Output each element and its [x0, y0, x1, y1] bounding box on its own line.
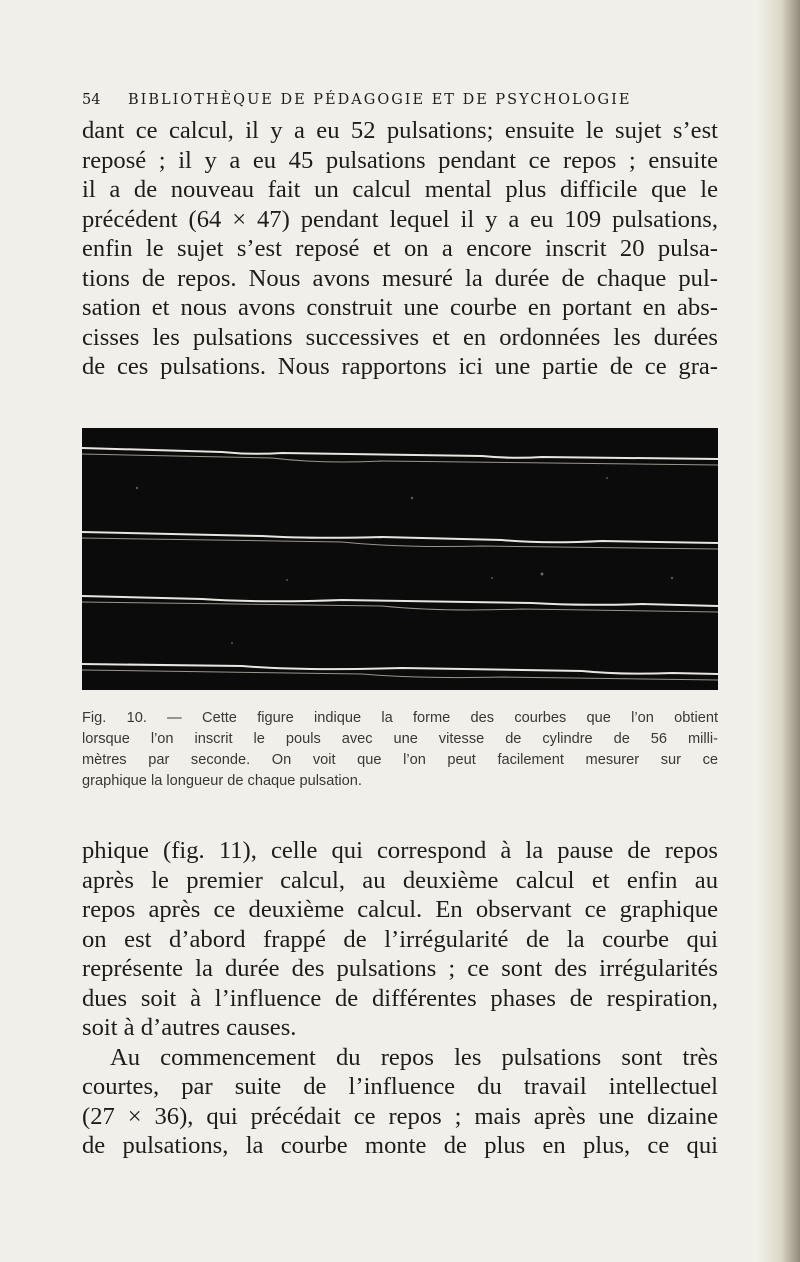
- text-line: on est d’abord frappé de l’irrégularité de la courbe qui: [82, 925, 718, 953]
- text-line: précédent (64 × 47) pendant lequel il y a eu 109 pulsations,: [82, 205, 718, 233]
- pulse-tracing-image: [82, 428, 718, 690]
- text-line: de ces pulsations. Nous rapportons ici une partie de ce gra-: [82, 353, 718, 380]
- page-number: 54: [82, 92, 101, 108]
- text-line: représente la durée des pulsations ; ce sont des irrégularités: [82, 955, 718, 982]
- text-line: tions de repos. Nous avons mesuré la durée de chaque pul-: [82, 264, 718, 292]
- text-line: enfin le sujet s’est reposé et on a encore inscrit 20 pulsa-: [82, 235, 718, 262]
- figure-caption: [82, 708, 718, 792]
- text-line: dant ce calcul, il y a eu 52 pulsations; ensuite le sujet s’est: [82, 117, 718, 144]
- text-line: (27 × 36), qui précédait ce repos ; mais après une dizaine: [82, 1102, 718, 1130]
- running-header: [82, 92, 728, 108]
- paragraph-top: [82, 116, 718, 382]
- running-title: BIBLIOTHÈQUE DE PÉDAGOGIE ET DE PSYCHOLOGIE: [128, 92, 632, 108]
- paragraph-bottom: [82, 836, 718, 1161]
- text-line: cisses les pulsations successives et en ordonnées les durées: [82, 323, 718, 351]
- text-line: Au commencement du repos les pulsations sont très: [110, 1043, 718, 1071]
- text-line: dues soit à l’influence de différentes phases de respiration,: [82, 984, 718, 1012]
- caption-line: lorsque l’on inscrit le pouls avec une vitesse de cylindre de 56 milli-: [82, 731, 718, 747]
- text-line: sation et nous avons construit une courbe en portant en abs-: [82, 294, 718, 321]
- text-line: reposé ; il y a eu 45 pulsations pendant ce repos ; ensuite: [82, 146, 718, 174]
- pulse-tracing-figure: [82, 428, 718, 690]
- caption-line: Fig. 10. — Cette figure indique la forme des courbes que l’on obtient: [82, 710, 718, 726]
- text-line: soit à d’autres causes.: [82, 1014, 297, 1041]
- caption-line: graphique la longueur de chaque pulsation.: [82, 773, 362, 789]
- page-edge-shadow: [758, 0, 800, 1262]
- text-line: de pulsations, la courbe monte de plus en plus, ce qui: [82, 1132, 718, 1159]
- text-line: phique (fig. 11), celle qui correspond à la pause de repos: [82, 837, 718, 864]
- text-line: courtes, par suite de l’influence du travail intellectuel: [82, 1073, 718, 1100]
- text-line: repos après ce deuxième calcul. En observant ce graphique: [82, 896, 718, 923]
- text-line: après le premier calcul, au deuxième calcul et enfin au: [82, 866, 718, 894]
- text-line: il a de nouveau fait un calcul mental plus difficile que le: [82, 176, 718, 203]
- caption-line: mètres par seconde. On voit que l’on peut facilement mesurer sur ce: [82, 752, 718, 768]
